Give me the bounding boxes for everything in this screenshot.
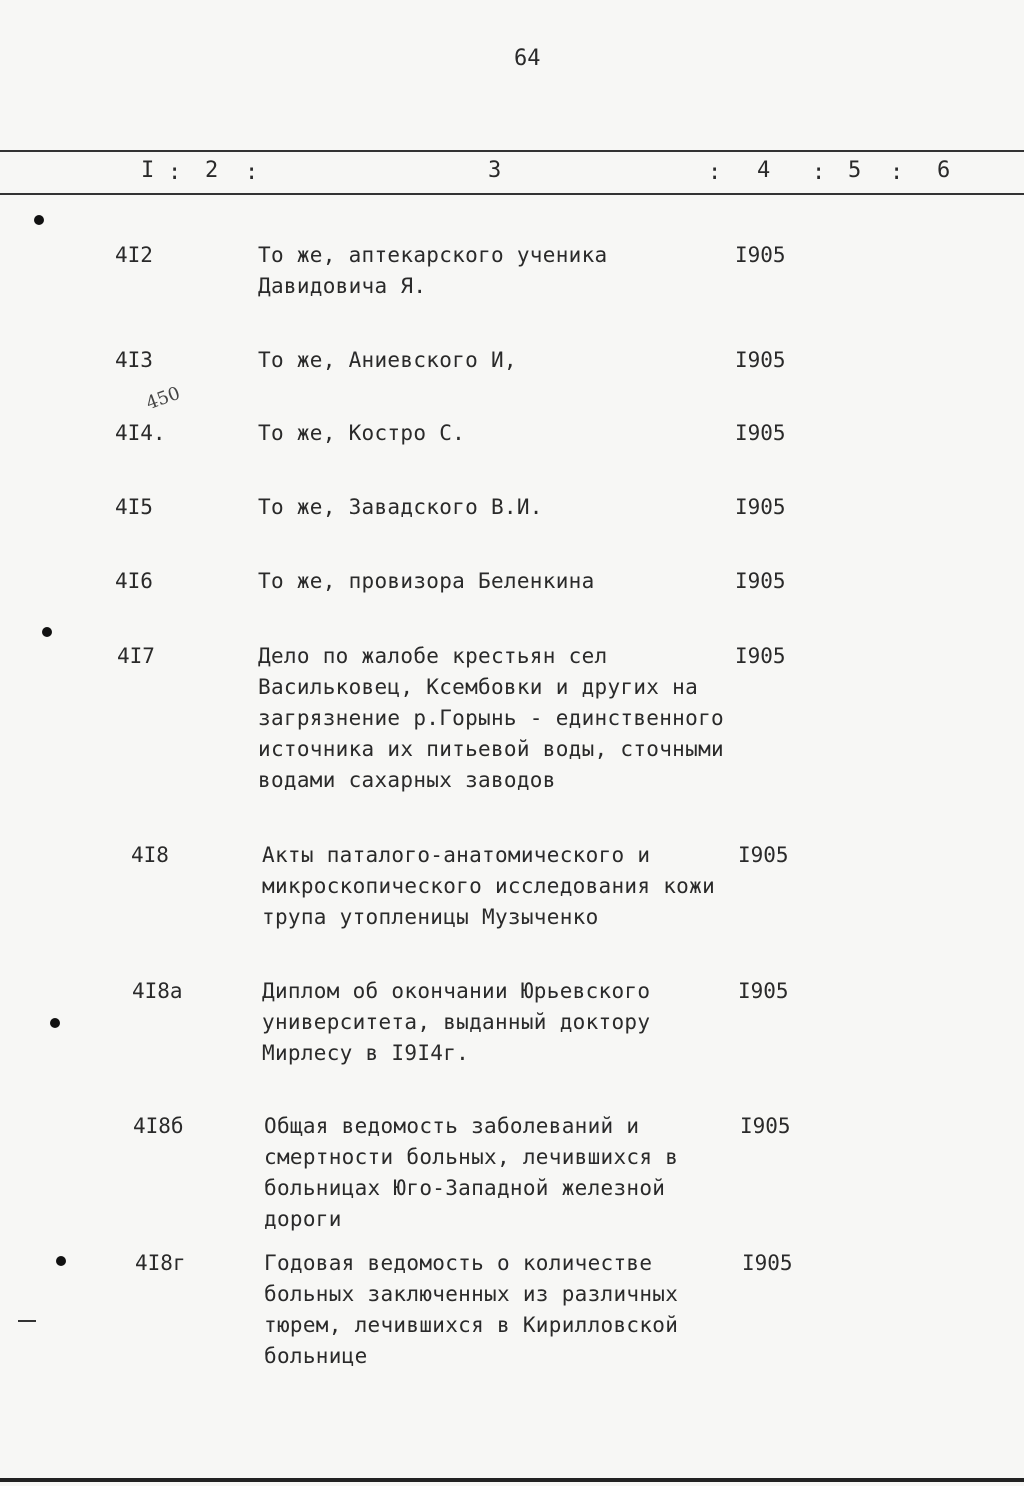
- row-description: То же, Костро С.: [258, 421, 466, 445]
- column-header-5: 5: [848, 158, 862, 183]
- handwritten-margin-note: 450: [143, 382, 183, 415]
- row-number: 4I6: [115, 569, 153, 593]
- column-header-6: 6: [937, 158, 951, 183]
- row-description: Годовая ведомость о количестве больных заключенных из различных тюрем, лечившихся в Кирилловской больнице: [264, 1251, 679, 1368]
- column-separator: :: [168, 160, 182, 185]
- column-separator: :: [245, 160, 259, 185]
- row-description: То же, Аниевского И,: [258, 348, 517, 372]
- row-number: 4I4.: [115, 421, 166, 445]
- binder-hole-mark: [34, 215, 44, 225]
- row-description: Акты паталого-анатомического и микроскопического исследования кожи трупа утопленицы Музыченко: [262, 843, 716, 929]
- column-separator: :: [890, 160, 904, 185]
- column-header-3: 3: [488, 158, 502, 183]
- column-header-1: I: [141, 158, 155, 183]
- binder-hole-mark: [50, 1018, 60, 1028]
- row-year: I905: [735, 569, 786, 593]
- row-year: I905: [735, 348, 786, 372]
- row-year: I905: [740, 1114, 791, 1138]
- row-description: Диплом об окончании Юрьевского университета, выданный доктору Мирлесу в I9I4г.: [262, 979, 651, 1065]
- row-year: I905: [735, 495, 786, 519]
- row-number: 4I8б: [133, 1114, 184, 1138]
- row-number: 4I8а: [132, 979, 183, 1003]
- row-number: 4I5: [115, 495, 153, 519]
- row-description: То же, аптекарского ученика Давидовича Я.: [258, 243, 608, 298]
- column-header-4: 4: [757, 158, 771, 183]
- row-year: I905: [742, 1251, 793, 1275]
- row-year: I905: [738, 979, 789, 1003]
- page-bottom-rule: [0, 1478, 1024, 1482]
- row-number: 4I8: [131, 843, 169, 867]
- column-header-2: 2: [205, 158, 219, 183]
- row-year: I905: [735, 644, 786, 668]
- row-description: Общая ведомость заболеваний и смертности больных, лечившихся в больницах Юго-Западной железной дороги: [264, 1114, 679, 1231]
- row-year: I905: [735, 421, 786, 445]
- row-description: То же, провизора Беленкина: [258, 569, 595, 593]
- binder-hole-mark: [56, 1256, 66, 1266]
- row-number: 4I2: [115, 243, 153, 267]
- page-number: 64: [514, 46, 541, 71]
- column-separator: :: [708, 160, 722, 185]
- binder-hole-mark: [42, 627, 52, 637]
- row-year: I905: [738, 843, 789, 867]
- header-top-rule: [0, 150, 1024, 152]
- row-year: I905: [735, 243, 786, 267]
- row-description: То же, Завадского В.И.: [258, 495, 543, 519]
- column-separator: :: [812, 160, 826, 185]
- row-description: Дело по жалобе крестьян сел Васильковец, Ксембовки и других на загрязнение р.Горынь - единственного источника их питьевой воды, сточными водами сахарных заводов: [258, 644, 724, 792]
- row-number: 4I8г: [135, 1251, 186, 1275]
- header-bottom-rule: [0, 193, 1024, 195]
- row-number: 4I7: [117, 644, 155, 668]
- row-number: 4I3: [115, 348, 153, 372]
- margin-dash-mark: [18, 1320, 36, 1322]
